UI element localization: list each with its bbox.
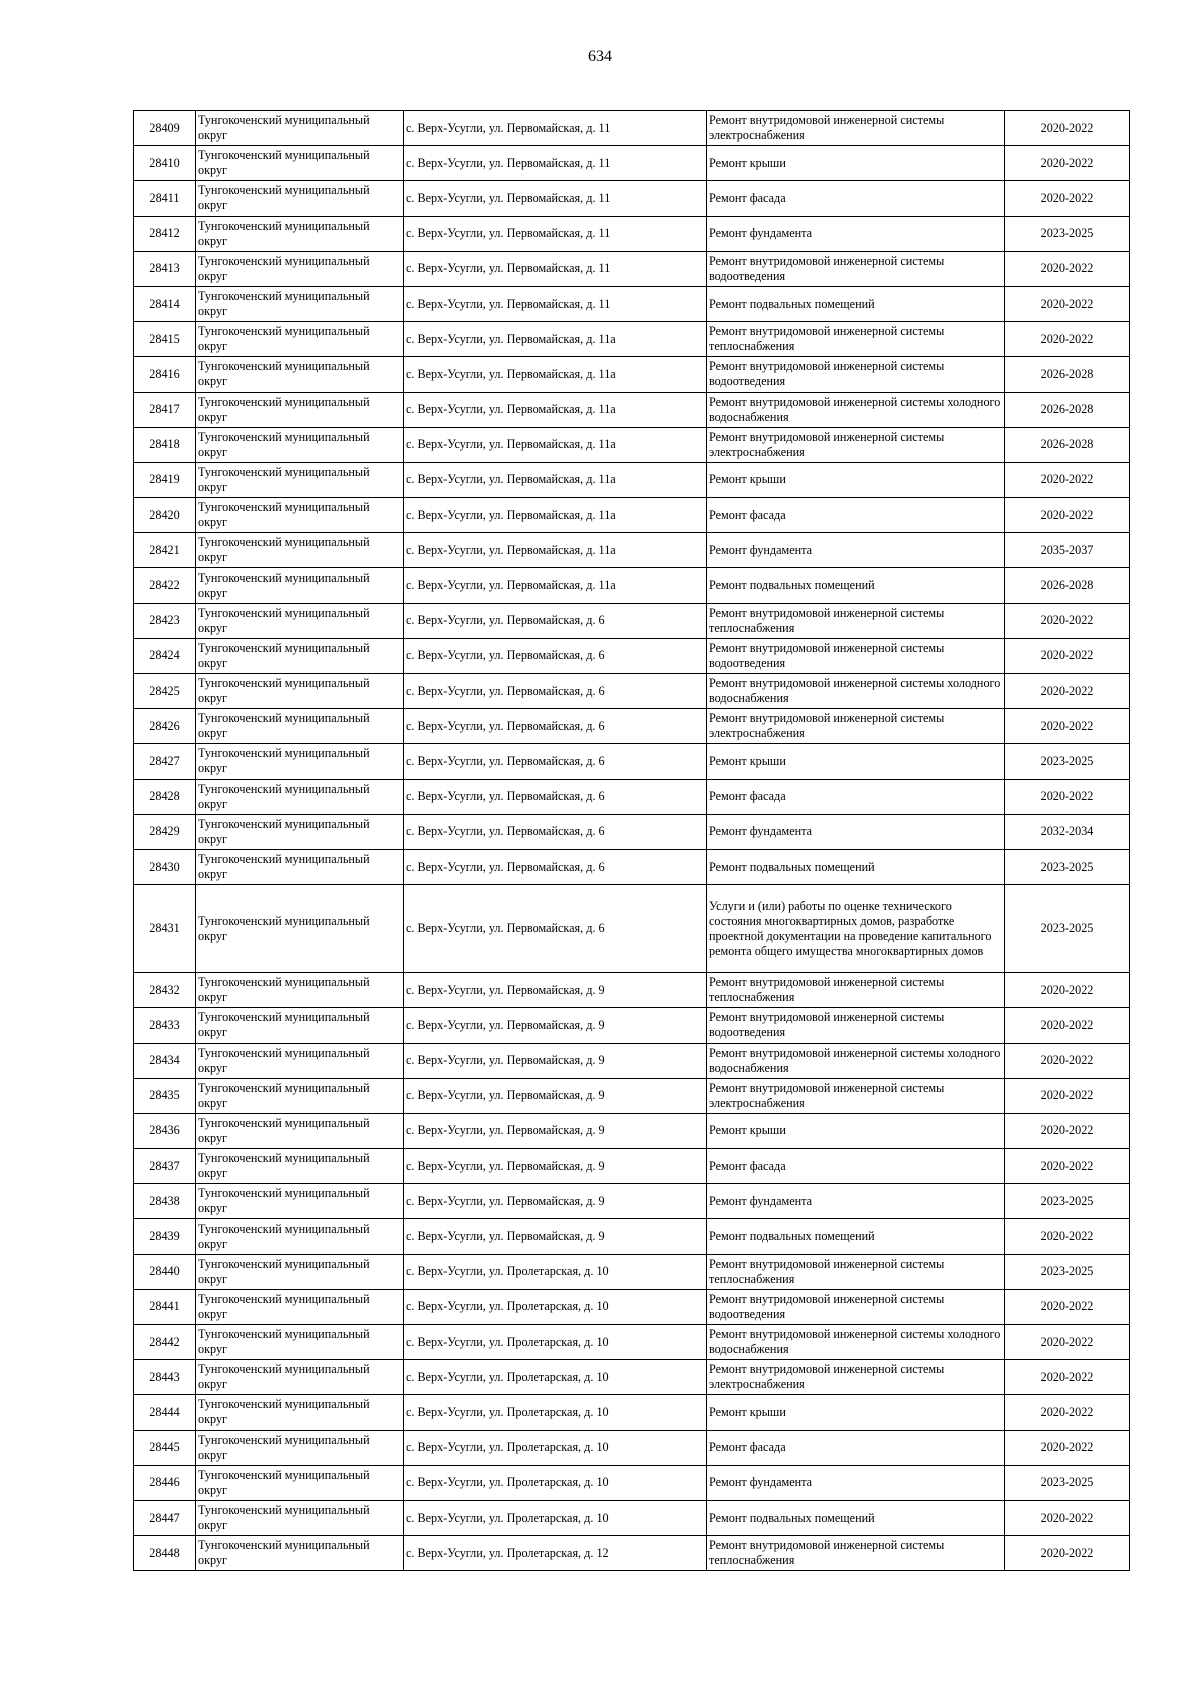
period-cell: 2020-2022 (1005, 1078, 1130, 1113)
table-row (134, 1536, 1130, 1571)
period-cell: 2023-2025 (1005, 216, 1130, 251)
register-body (134, 111, 1130, 1571)
municipality-cell: Тунгокоченский муниципальный округ (196, 1500, 404, 1535)
address-cell: с. Верх-Усугли, ул. Первомайская, д. 6 (404, 638, 707, 673)
work-type-cell: Ремонт фундамента (707, 533, 1005, 568)
period-cell: 2020-2022 (1005, 603, 1130, 638)
table-row (134, 1325, 1130, 1360)
period-cell: 2023-2025 (1005, 1254, 1130, 1289)
municipality-cell: Тунгокоченский муниципальный округ (196, 1254, 404, 1289)
table-row (134, 1500, 1130, 1535)
row-number-cell: 28421 (134, 533, 196, 568)
municipality-cell: Тунгокоченский муниципальный округ (196, 462, 404, 497)
work-type-cell: Ремонт подвальных помещений (707, 1219, 1005, 1254)
row-number-cell: 28441 (134, 1289, 196, 1324)
work-type-cell: Ремонт фундамента (707, 814, 1005, 849)
table-row (134, 181, 1130, 216)
municipality-cell: Тунгокоченский муниципальный округ (196, 392, 404, 427)
row-number-cell: 28418 (134, 427, 196, 462)
address-cell: с. Верх-Усугли, ул. Первомайская, д. 9 (404, 1219, 707, 1254)
municipality-cell: Тунгокоченский муниципальный округ (196, 216, 404, 251)
row-number-cell: 28428 (134, 779, 196, 814)
municipality-cell: Тунгокоченский муниципальный округ (196, 849, 404, 884)
work-type-cell: Ремонт внутридомовой инженерной системы электроснабжения (707, 1360, 1005, 1395)
municipality-cell: Тунгокоченский муниципальный округ (196, 498, 404, 533)
address-cell: с. Верх-Усугли, ул. Первомайская, д. 11 (404, 216, 707, 251)
municipality-cell: Тунгокоченский муниципальный округ (196, 322, 404, 357)
address-cell: с. Верх-Усугли, ул. Пролетарская, д. 10 (404, 1465, 707, 1500)
period-cell: 2020-2022 (1005, 1500, 1130, 1535)
address-cell: с. Верх-Усугли, ул. Первомайская, д. 11 (404, 146, 707, 181)
period-cell: 2020-2022 (1005, 709, 1130, 744)
table-row (134, 462, 1130, 497)
table-row (134, 1113, 1130, 1148)
municipality-cell: Тунгокоченский муниципальный округ (196, 1043, 404, 1078)
municipality-cell: Тунгокоченский муниципальный округ (196, 603, 404, 638)
work-type-cell: Ремонт крыши (707, 744, 1005, 779)
address-cell: с. Верх-Усугли, ул. Первомайская, д. 9 (404, 1184, 707, 1219)
address-cell: с. Верх-Усугли, ул. Первомайская, д. 11а (404, 427, 707, 462)
period-cell: 2020-2022 (1005, 674, 1130, 709)
row-number-cell: 28435 (134, 1078, 196, 1113)
work-type-cell: Ремонт крыши (707, 146, 1005, 181)
table-row (134, 885, 1130, 973)
work-type-cell: Ремонт подвальных помещений (707, 286, 1005, 321)
work-type-cell: Ремонт внутридомовой инженерной системы водоотведения (707, 638, 1005, 673)
address-cell: с. Верх-Усугли, ул. Первомайская, д. 11 (404, 251, 707, 286)
row-number-cell: 28434 (134, 1043, 196, 1078)
work-type-cell: Ремонт внутридомовой инженерной системы холодного водоснабжения (707, 1325, 1005, 1360)
period-cell: 2020-2022 (1005, 111, 1130, 146)
period-cell: 2035-2037 (1005, 533, 1130, 568)
table-row (134, 357, 1130, 392)
period-cell: 2023-2025 (1005, 744, 1130, 779)
table-row (134, 709, 1130, 744)
address-cell: с. Верх-Усугли, ул. Пролетарская, д. 10 (404, 1325, 707, 1360)
row-number-cell: 28427 (134, 744, 196, 779)
address-cell: с. Верх-Усугли, ул. Первомайская, д. 9 (404, 1043, 707, 1078)
period-cell: 2020-2022 (1005, 1043, 1130, 1078)
municipality-cell: Тунгокоченский муниципальный округ (196, 744, 404, 779)
address-cell: с. Верх-Усугли, ул. Первомайская, д. 11а (404, 322, 707, 357)
work-type-cell: Ремонт фундамента (707, 1465, 1005, 1500)
address-cell: с. Верх-Усугли, ул. Первомайская, д. 6 (404, 744, 707, 779)
work-type-cell: Ремонт внутридомовой инженерной системы холодного водоснабжения (707, 392, 1005, 427)
municipality-cell: Тунгокоченский муниципальный округ (196, 111, 404, 146)
work-type-cell: Ремонт крыши (707, 1113, 1005, 1148)
period-cell: 2020-2022 (1005, 1325, 1130, 1360)
table-row (134, 638, 1130, 673)
row-number-cell: 28419 (134, 462, 196, 497)
address-cell: с. Верх-Усугли, ул. Первомайская, д. 11 (404, 286, 707, 321)
municipality-cell: Тунгокоченский муниципальный округ (196, 1395, 404, 1430)
municipality-cell: Тунгокоченский муниципальный округ (196, 1113, 404, 1148)
period-cell: 2023-2025 (1005, 849, 1130, 884)
municipality-cell: Тунгокоченский муниципальный округ (196, 1289, 404, 1324)
table-row (134, 1008, 1130, 1043)
row-number-cell: 28433 (134, 1008, 196, 1043)
period-cell: 2020-2022 (1005, 286, 1130, 321)
work-type-cell: Ремонт внутридомовой инженерной системы электроснабжения (707, 1078, 1005, 1113)
address-cell: с. Верх-Усугли, ул. Первомайская, д. 11а (404, 533, 707, 568)
row-number-cell: 28436 (134, 1113, 196, 1148)
municipality-cell: Тунгокоченский муниципальный округ (196, 1536, 404, 1571)
table-row (134, 1219, 1130, 1254)
work-type-cell: Ремонт подвальных помещений (707, 1500, 1005, 1535)
table-row (134, 1289, 1130, 1324)
table-row (134, 392, 1130, 427)
row-number-cell: 28431 (134, 885, 196, 973)
row-number-cell: 28415 (134, 322, 196, 357)
work-type-cell: Ремонт крыши (707, 462, 1005, 497)
address-cell: с. Верх-Усугли, ул. Пролетарская, д. 10 (404, 1360, 707, 1395)
table-row (134, 1465, 1130, 1500)
period-cell: 2032-2034 (1005, 814, 1130, 849)
period-cell: 2020-2022 (1005, 638, 1130, 673)
row-number-cell: 28425 (134, 674, 196, 709)
municipality-cell: Тунгокоченский муниципальный округ (196, 973, 404, 1008)
municipality-cell: Тунгокоченский муниципальный округ (196, 709, 404, 744)
period-cell: 2020-2022 (1005, 1360, 1130, 1395)
row-number-cell: 28432 (134, 973, 196, 1008)
period-cell: 2020-2022 (1005, 1536, 1130, 1571)
address-cell: с. Верх-Усугли, ул. Первомайская, д. 6 (404, 885, 707, 973)
work-type-cell: Ремонт фундамента (707, 216, 1005, 251)
period-cell: 2020-2022 (1005, 251, 1130, 286)
municipality-cell: Тунгокоченский муниципальный округ (196, 286, 404, 321)
period-cell: 2020-2022 (1005, 462, 1130, 497)
table-row (134, 1395, 1130, 1430)
row-number-cell: 28442 (134, 1325, 196, 1360)
row-number-cell: 28413 (134, 251, 196, 286)
period-cell: 2020-2022 (1005, 1113, 1130, 1148)
row-number-cell: 28411 (134, 181, 196, 216)
table-row (134, 533, 1130, 568)
table-row (134, 498, 1130, 533)
row-number-cell: 28437 (134, 1149, 196, 1184)
table-row (134, 674, 1130, 709)
address-cell: с. Верх-Усугли, ул. Первомайская, д. 9 (404, 1008, 707, 1043)
municipality-cell: Тунгокоченский муниципальный округ (196, 427, 404, 462)
work-type-cell: Ремонт внутридомовой инженерной системы электроснабжения (707, 427, 1005, 462)
row-number-cell: 28422 (134, 568, 196, 603)
address-cell: с. Верх-Усугли, ул. Первомайская, д. 9 (404, 1149, 707, 1184)
period-cell: 2020-2022 (1005, 1219, 1130, 1254)
table-row (134, 849, 1130, 884)
municipality-cell: Тунгокоченский муниципальный округ (196, 1430, 404, 1465)
work-type-cell: Ремонт внутридомовой инженерной системы электроснабжения (707, 709, 1005, 744)
address-cell: с. Верх-Усугли, ул. Пролетарская, д. 10 (404, 1500, 707, 1535)
municipality-cell: Тунгокоченский муниципальный округ (196, 1184, 404, 1219)
table-row (134, 146, 1130, 181)
period-cell: 2020-2022 (1005, 1149, 1130, 1184)
period-cell: 2023-2025 (1005, 1465, 1130, 1500)
work-type-cell: Ремонт фасада (707, 779, 1005, 814)
work-type-cell: Ремонт крыши (707, 1395, 1005, 1430)
address-cell: с. Верх-Усугли, ул. Первомайская, д. 6 (404, 814, 707, 849)
address-cell: с. Верх-Усугли, ул. Пролетарская, д. 10 (404, 1289, 707, 1324)
row-number-cell: 28426 (134, 709, 196, 744)
table-row (134, 1184, 1130, 1219)
municipality-cell: Тунгокоченский муниципальный округ (196, 814, 404, 849)
register-table (133, 110, 1130, 1571)
table-row (134, 1149, 1130, 1184)
address-cell: с. Верх-Усугли, ул. Первомайская, д. 6 (404, 849, 707, 884)
period-cell: 2020-2022 (1005, 146, 1130, 181)
period-cell: 2020-2022 (1005, 181, 1130, 216)
municipality-cell: Тунгокоченский муниципальный округ (196, 779, 404, 814)
work-type-cell: Ремонт внутридомовой инженерной системы водоотведения (707, 251, 1005, 286)
work-type-cell: Ремонт подвальных помещений (707, 849, 1005, 884)
table-row (134, 322, 1130, 357)
row-number-cell: 28412 (134, 216, 196, 251)
table-row (134, 1430, 1130, 1465)
row-number-cell: 28448 (134, 1536, 196, 1571)
period-cell: 2026-2028 (1005, 357, 1130, 392)
address-cell: с. Верх-Усугли, ул. Первомайская, д. 9 (404, 1078, 707, 1113)
row-number-cell: 28429 (134, 814, 196, 849)
row-number-cell: 28444 (134, 1395, 196, 1430)
period-cell: 2023-2025 (1005, 885, 1130, 973)
address-cell: с. Верх-Усугли, ул. Первомайская, д. 11 (404, 111, 707, 146)
work-type-cell: Ремонт внутридомовой инженерной системы теплоснабжения (707, 603, 1005, 638)
municipality-cell: Тунгокоченский муниципальный округ (196, 1219, 404, 1254)
row-number-cell: 28410 (134, 146, 196, 181)
table-row (134, 286, 1130, 321)
table-row (134, 779, 1130, 814)
work-type-cell: Ремонт подвальных помещений (707, 568, 1005, 603)
municipality-cell: Тунгокоченский муниципальный округ (196, 638, 404, 673)
work-type-cell: Ремонт фундамента (707, 1184, 1005, 1219)
row-number-cell: 28445 (134, 1430, 196, 1465)
address-cell: с. Верх-Усугли, ул. Первомайская, д. 6 (404, 603, 707, 638)
table-row (134, 216, 1130, 251)
work-type-cell: Ремонт фасада (707, 1149, 1005, 1184)
period-cell: 2020-2022 (1005, 322, 1130, 357)
page-number: 634 (588, 48, 612, 65)
address-cell: с. Верх-Усугли, ул. Первомайская, д. 11а (404, 392, 707, 427)
municipality-cell: Тунгокоченский муниципальный округ (196, 1360, 404, 1395)
address-cell: с. Верх-Усугли, ул. Первомайская, д. 6 (404, 779, 707, 814)
work-type-cell: Ремонт внутридомовой инженерной системы водоотведения (707, 1289, 1005, 1324)
period-cell: 2020-2022 (1005, 1430, 1130, 1465)
municipality-cell: Тунгокоченский муниципальный округ (196, 885, 404, 973)
work-type-cell: Ремонт внутридомовой инженерной системы водоотведения (707, 357, 1005, 392)
row-number-cell: 28424 (134, 638, 196, 673)
period-cell: 2020-2022 (1005, 1395, 1130, 1430)
period-cell: 2026-2028 (1005, 427, 1130, 462)
row-number-cell: 28446 (134, 1465, 196, 1500)
municipality-cell: Тунгокоченский муниципальный округ (196, 181, 404, 216)
address-cell: с. Верх-Усугли, ул. Пролетарская, д. 10 (404, 1254, 707, 1289)
table-row (134, 1360, 1130, 1395)
row-number-cell: 28416 (134, 357, 196, 392)
row-number-cell: 28423 (134, 603, 196, 638)
municipality-cell: Тунгокоченский муниципальный округ (196, 357, 404, 392)
work-type-cell: Ремонт внутридомовой инженерной системы теплоснабжения (707, 322, 1005, 357)
table-row (134, 814, 1130, 849)
table-row (134, 973, 1130, 1008)
address-cell: с. Верх-Усугли, ул. Первомайская, д. 11а (404, 462, 707, 497)
work-type-cell: Ремонт внутридомовой инженерной системы теплоснабжения (707, 1536, 1005, 1571)
period-cell: 2020-2022 (1005, 973, 1130, 1008)
municipality-cell: Тунгокоченский муниципальный округ (196, 1465, 404, 1500)
period-cell: 2020-2022 (1005, 779, 1130, 814)
row-number-cell: 28430 (134, 849, 196, 884)
address-cell: с. Верх-Усугли, ул. Пролетарская, д. 12 (404, 1536, 707, 1571)
address-cell: с. Верх-Усугли, ул. Пролетарская, д. 10 (404, 1395, 707, 1430)
table-row (134, 427, 1130, 462)
work-type-cell: Ремонт внутридомовой инженерной системы электроснабжения (707, 111, 1005, 146)
municipality-cell: Тунгокоченский муниципальный округ (196, 568, 404, 603)
municipality-cell: Тунгокоченский муниципальный округ (196, 1149, 404, 1184)
table-row (134, 1078, 1130, 1113)
row-number-cell: 28417 (134, 392, 196, 427)
work-type-cell: Услуги и (или) работы по оценке технического состояния многоквартирных домов, разработке проектной документации на проведение капитального ремонта общего имущества многоквартирных домов (707, 885, 1005, 973)
address-cell: с. Верх-Усугли, ул. Первомайская, д. 6 (404, 674, 707, 709)
municipality-cell: Тунгокоченский муниципальный округ (196, 1325, 404, 1360)
work-type-cell: Ремонт внутридомовой инженерной системы холодного водоснабжения (707, 1043, 1005, 1078)
work-type-cell: Ремонт внутридомовой инженерной системы теплоснабжения (707, 973, 1005, 1008)
period-cell: 2026-2028 (1005, 392, 1130, 427)
table-row (134, 1043, 1130, 1078)
period-cell: 2020-2022 (1005, 498, 1130, 533)
work-type-cell: Ремонт фасада (707, 181, 1005, 216)
address-cell: с. Верх-Усугли, ул. Первомайская, д. 11а (404, 568, 707, 603)
period-cell: 2020-2022 (1005, 1008, 1130, 1043)
address-cell: с. Верх-Усугли, ул. Пролетарская, д. 10 (404, 1430, 707, 1465)
municipality-cell: Тунгокоченский муниципальный округ (196, 533, 404, 568)
table-row (134, 251, 1130, 286)
period-cell: 2020-2022 (1005, 1289, 1130, 1324)
period-cell: 2023-2025 (1005, 1184, 1130, 1219)
row-number-cell: 28414 (134, 286, 196, 321)
work-type-cell: Ремонт фасада (707, 1430, 1005, 1465)
period-cell: 2026-2028 (1005, 568, 1130, 603)
table-row (134, 744, 1130, 779)
row-number-cell: 28409 (134, 111, 196, 146)
municipality-cell: Тунгокоченский муниципальный округ (196, 251, 404, 286)
table-row (134, 1254, 1130, 1289)
row-number-cell: 28438 (134, 1184, 196, 1219)
address-cell: с. Верх-Усугли, ул. Первомайская, д. 11а (404, 498, 707, 533)
municipality-cell: Тунгокоченский муниципальный округ (196, 674, 404, 709)
row-number-cell: 28420 (134, 498, 196, 533)
work-type-cell: Ремонт внутридомовой инженерной системы холодного водоснабжения (707, 674, 1005, 709)
row-number-cell: 28439 (134, 1219, 196, 1254)
address-cell: с. Верх-Усугли, ул. Первомайская, д. 9 (404, 973, 707, 1008)
address-cell: с. Верх-Усугли, ул. Первомайская, д. 11 (404, 181, 707, 216)
row-number-cell: 28443 (134, 1360, 196, 1395)
table-row (134, 603, 1130, 638)
municipality-cell: Тунгокоченский муниципальный округ (196, 1008, 404, 1043)
municipality-cell: Тунгокоченский муниципальный округ (196, 1078, 404, 1113)
municipality-cell: Тунгокоченский муниципальный округ (196, 146, 404, 181)
address-cell: с. Верх-Усугли, ул. Первомайская, д. 6 (404, 709, 707, 744)
work-type-cell: Ремонт фасада (707, 498, 1005, 533)
work-type-cell: Ремонт внутридомовой инженерной системы водоотведения (707, 1008, 1005, 1043)
work-type-cell: Ремонт внутридомовой инженерной системы теплоснабжения (707, 1254, 1005, 1289)
row-number-cell: 28440 (134, 1254, 196, 1289)
row-number-cell: 28447 (134, 1500, 196, 1535)
address-cell: с. Верх-Усугли, ул. Первомайская, д. 11а (404, 357, 707, 392)
address-cell: с. Верх-Усугли, ул. Первомайская, д. 9 (404, 1113, 707, 1148)
table-row (134, 568, 1130, 603)
table-row (134, 111, 1130, 146)
